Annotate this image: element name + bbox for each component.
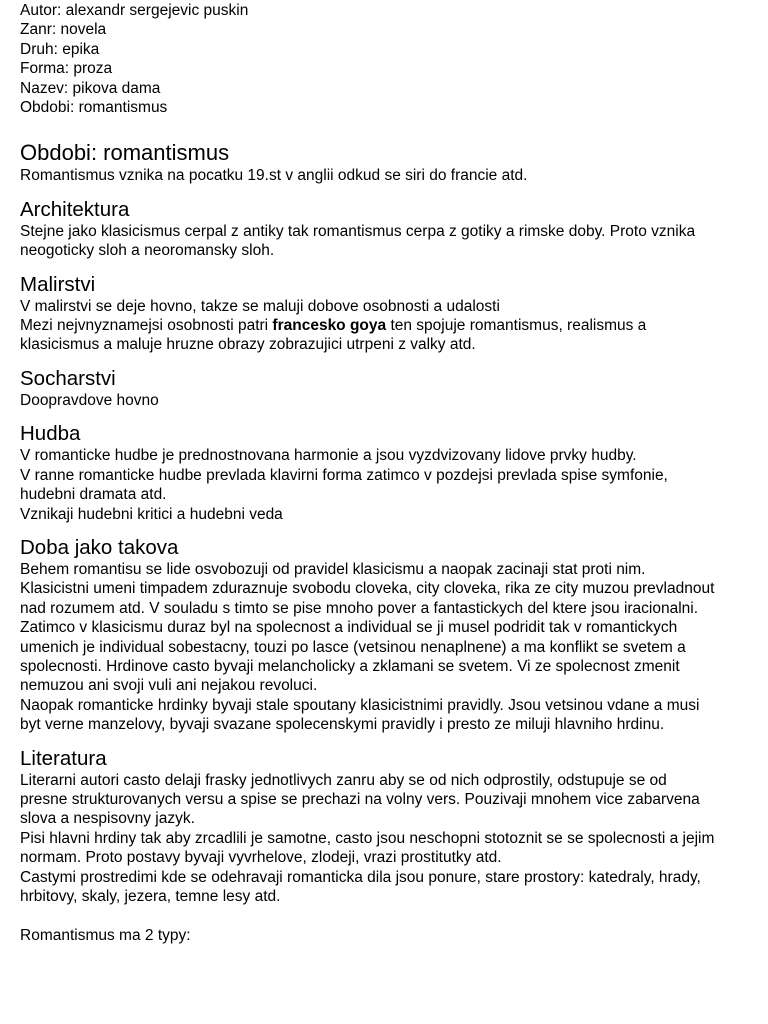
- paragraph-line: Zatimco v klasicismu duraz byl na spolecnost a individual se ji musel podridit tak v romantickych: [20, 619, 678, 637]
- section-heading: Doba jako takova: [20, 535, 179, 559]
- paragraph-line: Pisi hlavni hrdiny tak aby zrcadlili je samotne, casto jsou neschopni stotoznit se se spolecnosti a jejim: [20, 829, 715, 847]
- metadata-author: Autor: alexandr sergejevic puskin: [20, 2, 249, 19]
- intro-paragraph: Romantismus vznika na pocatku 19.st v anglii odkud se siri do francie atd.: [20, 167, 528, 185]
- paragraph-line: slova a nespisovny jazyk.: [20, 810, 195, 828]
- paragraph-line: Castymi prostredimi kde se odehravaji romanticka dila jsou ponure, stare prostory: katedraly, hrady,: [20, 868, 701, 886]
- metadata-form: Forma: proza: [20, 60, 113, 78]
- paragraph-line: Stejne jako klasicismus cerpal z antiky tak romantismus cerpa z gotiky a rimske doby. Proto vznika: [20, 222, 696, 240]
- section-heading: Architektura: [20, 197, 130, 221]
- metadata-period: Obdobi: romantismus: [20, 99, 168, 117]
- metadata-name: Nazev: pikova dama: [20, 79, 161, 97]
- bold-name: francesko goya: [272, 317, 387, 335]
- paragraph-line: Vznikaji hudebni kritici a hudebni veda: [20, 505, 283, 523]
- document-title: Obdobi: romantismus: [20, 140, 230, 166]
- text-run: Mezi nejvnyznamejsi osobnosti patri: [20, 317, 273, 335]
- metadata-kind: Druh: epika: [20, 40, 100, 58]
- paragraph-line: presne strukturovanych versu a spise se prechazi na volny vers. Pouzivaji mnohem vice zabarvena: [20, 790, 700, 808]
- section-literatura: [20, 747, 760, 946]
- paragraph-line: hudebni dramata atd.: [20, 486, 167, 504]
- paragraph-line: spolecnosti. Hrdinove casto byvaji melancholicky a zklamani se svetem. Vi ze spolecnost zmenit: [20, 657, 680, 675]
- paragraph-line: neogoticky sloh a neoromansky sloh.: [20, 242, 275, 260]
- document-page: [20, 0, 760, 945]
- section-heading: Hudba: [20, 422, 81, 446]
- paragraph-line: V romanticke hudbe je prednostnovana harmonie a jsou vyzdvizovany lidove prvky hudby.: [20, 447, 637, 465]
- paragraph-line-with-bold: [20, 316, 760, 335]
- section-doba-jako-takova: [20, 536, 760, 735]
- section-malirstvi: [20, 273, 760, 355]
- paragraph-line: nad rozumem atd. V souladu s timto se pise mnoho pover a fantastickych del ktere jsou iracionalni.: [20, 599, 699, 617]
- section-socharstvi: [20, 367, 760, 410]
- text-run: ten spojuje romantismus, realismus a: [386, 317, 647, 335]
- paragraph-line: Literarni autori casto delaji frasky jednotlivych zanru aby se od nich odprostily, odstupuje se od: [20, 771, 667, 789]
- section-heading: Literatura: [20, 746, 107, 770]
- paragraph-line: Behem romantisu se lide osvobozuji od pravidel klasicismu a naopak zacinaji stat proti nim.: [20, 560, 646, 578]
- section-hudba: [20, 422, 760, 524]
- blank-line: [20, 906, 760, 925]
- paragraph-line: nemuzou ani svoji vuli ani nejakou revoluci.: [20, 677, 318, 695]
- paragraph-line: Romantismus ma 2 typy:: [20, 926, 191, 944]
- section-heading: Malirstvi: [20, 272, 96, 296]
- paragraph-line: Klasicistni umeni timpadem zduraznuje svobodu cloveka, city cloveka, rika ze city muzou prevladnout: [20, 580, 715, 598]
- paragraph-line: klasicismus a maluje hruzne obrazy zobrazujici utrpeni z valky atd.: [20, 336, 476, 354]
- paragraph-line: Naopak romanticke hrdinky byvaji stale spoutany klasicistnimi pravidly. Jsou vetsinou vdane a musi: [20, 696, 700, 714]
- section-architektura: [20, 198, 760, 261]
- paragraph-line: umenich je individual sobestacny, touzi po lasce (vetsinou nenaplnene) a ma konflikt se svetem a: [20, 638, 686, 656]
- paragraph-line: byt verne manzelovy, byvaji svazane spolecenskymi pravidly i presto ze miluji hlavniho hrdinu.: [20, 716, 665, 734]
- paragraph-line: V ranne romanticke hudbe prevlada klavirni forma zatimco v pozdejsi prevlada spise symfonie,: [20, 466, 668, 484]
- paragraph-line: hrbitovy, skaly, jezera, temne lesy atd.: [20, 888, 281, 905]
- paragraph-line: normam. Proto postavy byvaji vyvrhelove, zlodeji, vrazi prostitutky atd.: [20, 849, 502, 867]
- metadata-list: [20, 1, 760, 117]
- section-heading: Socharstvi: [20, 366, 116, 390]
- metadata-genre: Zanr: novela: [20, 21, 107, 39]
- paragraph-line: Doopravdove hovno: [20, 391, 159, 409]
- paragraph-line: V malirstvi se deje hovno, takze se maluji dobove osobnosti a udalosti: [20, 297, 500, 315]
